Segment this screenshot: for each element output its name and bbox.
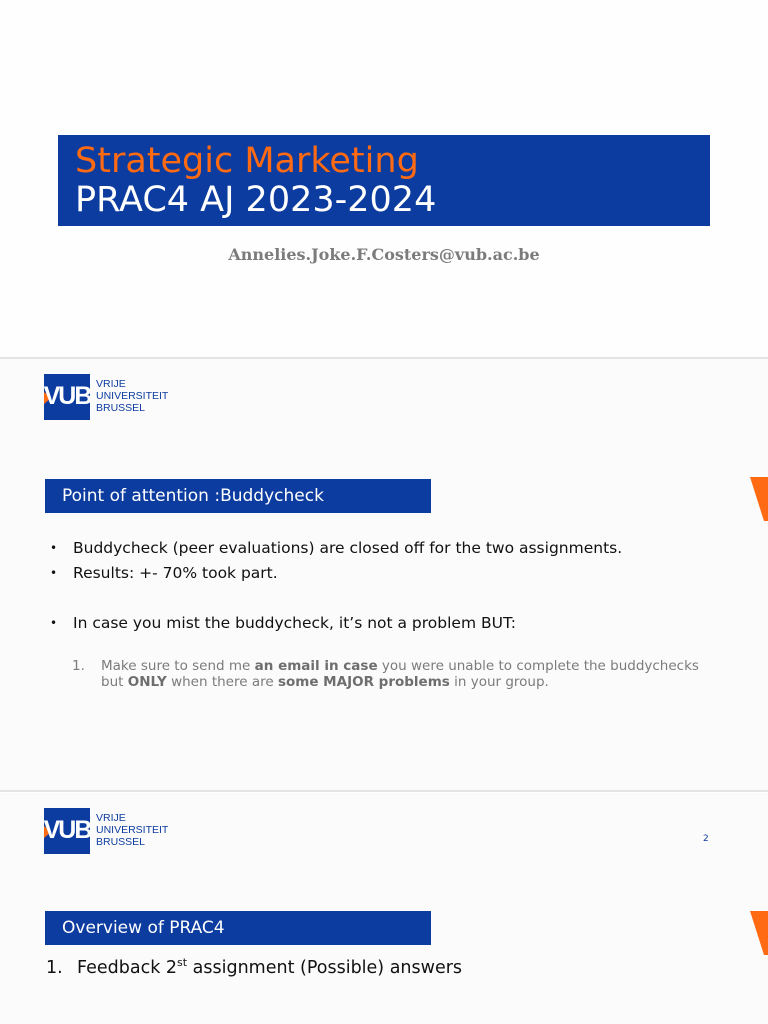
- item-text: Make sure to send me an email in case you were unable to complete the buddychecks but ONLY when there are some MAJOR problems in your group.: [101, 658, 699, 690]
- course-title: Strategic Marketing: [75, 141, 419, 181]
- title-slide: [0, 0, 768, 357]
- vub-logo: [42, 374, 192, 420]
- overview-slide: [0, 793, 768, 1024]
- slide-divider: [0, 790, 768, 792]
- section-title: Point of attention :Buddycheck: [45, 479, 431, 513]
- bullet-icon: •: [50, 616, 58, 630]
- course-subtitle: PRAC4 AJ 2023-2024: [75, 180, 437, 220]
- buddycheck-slide: [0, 359, 768, 790]
- section-title: Overview of PRAC4: [45, 911, 431, 945]
- item-number: 1.: [72, 658, 85, 674]
- vub-logo: [42, 808, 192, 854]
- title-box: [58, 135, 710, 226]
- vub-logo-mark: VUB: [44, 808, 90, 854]
- bullet-list: [48, 536, 622, 636]
- vub-logo-text: VRIJE UNIVERSITEIT BRUSSEL: [96, 378, 169, 414]
- vub-logo-text: VRIJE UNIVERSITEIT BRUSSEL: [96, 812, 169, 848]
- orange-chevron-icon: [750, 477, 768, 525]
- orange-chevron-icon: [750, 911, 768, 959]
- bullet-icon: •: [50, 566, 58, 580]
- item-number: 1.: [46, 958, 63, 978]
- list-item: • Results: +- 70% took part.: [48, 561, 622, 586]
- numbered-item: [72, 658, 722, 690]
- overview-item: 1. Feedback 2st assignment (Possible) answers: [46, 956, 463, 978]
- vub-logo-mark: VUB: [44, 374, 90, 420]
- page-number: 2: [703, 834, 709, 844]
- bullet-icon: •: [50, 541, 58, 555]
- contact-email: Annelies.Joke.F.Costers@vub.ac.be: [228, 245, 540, 264]
- list-item: • In case you mist the buddycheck, it’s not a problem BUT:: [48, 611, 622, 636]
- list-item: • Buddycheck (peer evaluations) are closed off for the two assignments.: [48, 536, 622, 561]
